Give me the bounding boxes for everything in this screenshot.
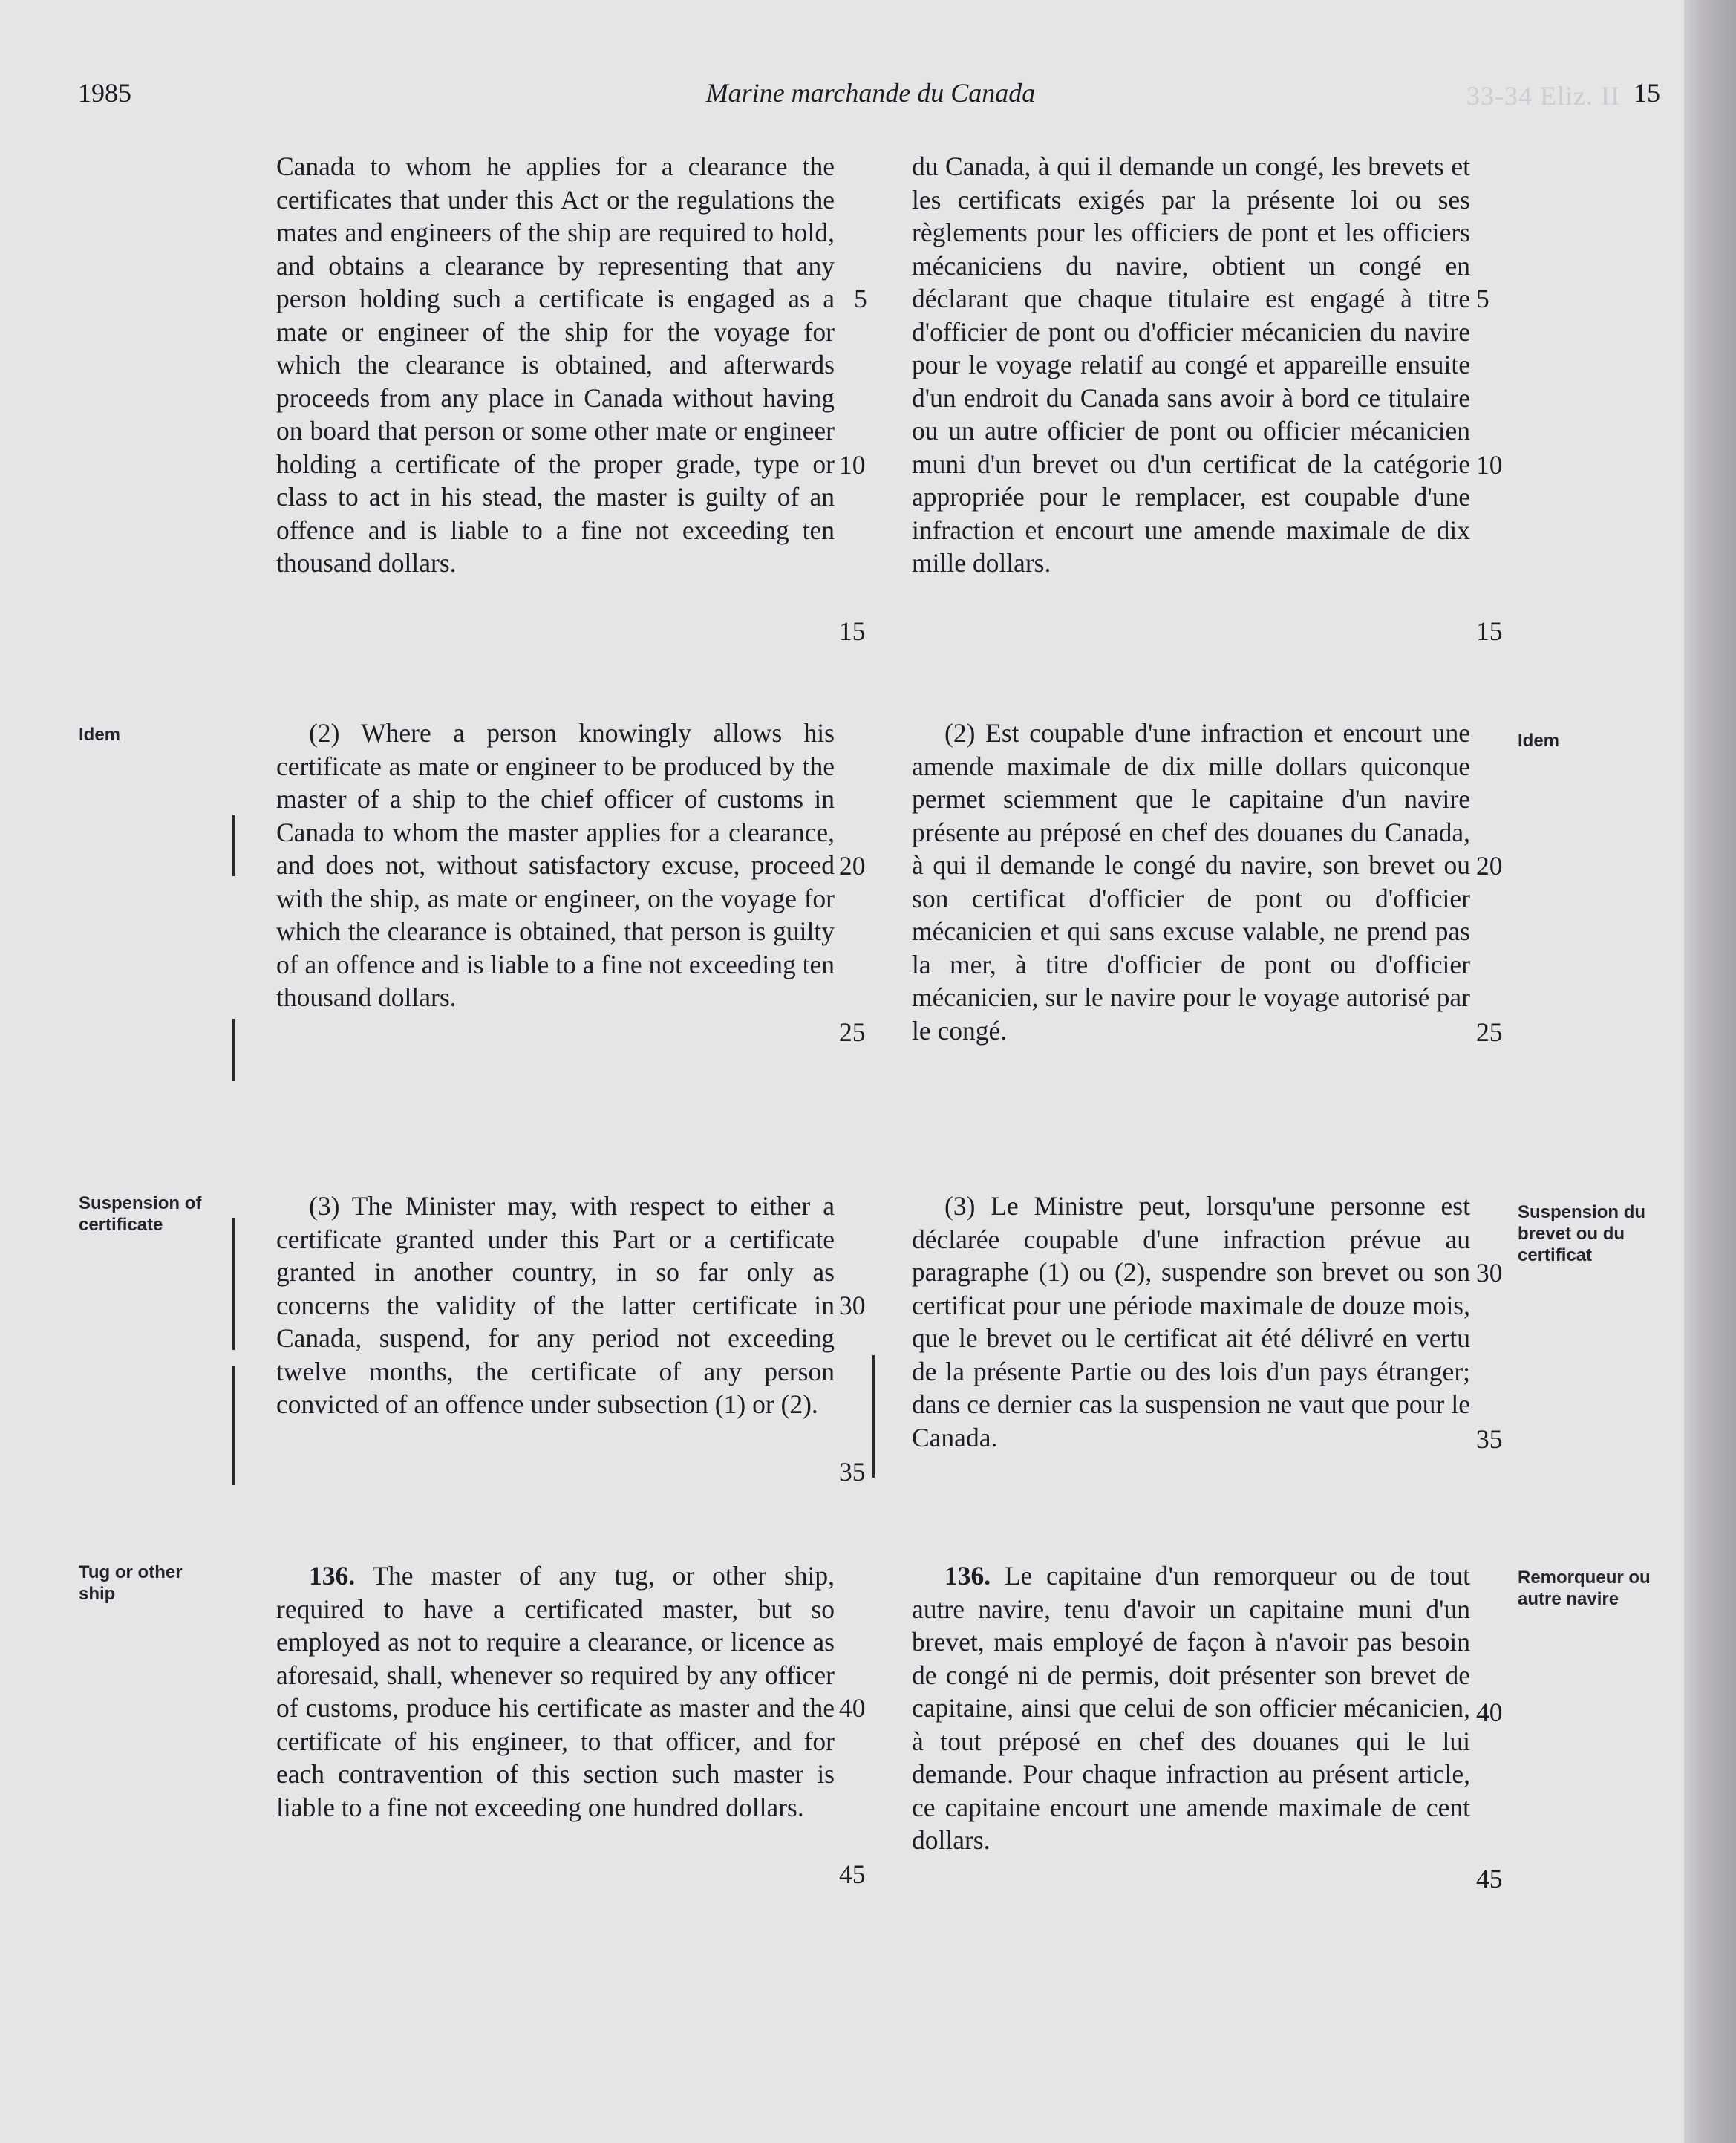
en-paragraph-4 [276, 1559, 835, 1824]
margin-note-fr-suspension: Suspension du brevet ou du certificat [1518, 1202, 1646, 1265]
header-ghost-text: 33-34 Eliz. II [1466, 81, 1620, 111]
running-header [0, 77, 1736, 116]
line-number-en-45: 45 [839, 1859, 866, 1889]
header-year: 1985 [78, 78, 131, 108]
en-paragraph-3 [276, 1190, 835, 1421]
fr-paragraph-4 [912, 1559, 1470, 1857]
header-title: Marine marchande du Canada [705, 78, 1036, 108]
line-number-en-5: 5 [854, 284, 867, 313]
fr-paragraph-1-text: du Canada, à qui il demande un congé, les brevets et les certificats exigés par la présente loi ou ses règlements pour les officiers de pont et les officiers mécaniciens du navire, obtient un congé en déclarant que chaque titulaire est engagé à titre d'officier de pont ou d'officier mécanicien du navire pour le voyage relatif au congé et appareille ensuite d'un endroit du Canada sans avoir à bord ce titulaire ou un autre officier de pont ou officier mécanicien muni d'un brevet ou d'un certificat de la catégorie appropriée pour le remplacer, est coupable d'une infraction et encourt une amende maximale de dix mille dollars. [912, 151, 1470, 578]
line-number-fr-30: 30 [1476, 1258, 1503, 1288]
line-number-en-30: 30 [839, 1291, 866, 1320]
en-paragraph-4-text: The master of any tug, or other ship, required to have a certificated master, but so employed as not to require a clearance, or licence as aforesaid, shall, whenever so required by any officer of customs, produce his certificate as master and the certificate of his engineer, to that officer, and for each contravention of this section such master is liable to a fine not exceeding one hundred dollars. [276, 1561, 835, 1822]
fr-paragraph-3 [912, 1190, 1470, 1454]
margin-note-en-tug: Tug or other ship [79, 1562, 183, 1604]
en-section-number: 136. [309, 1561, 356, 1591]
fr-paragraph-2 [912, 717, 1470, 1047]
en-paragraph-1 [276, 150, 835, 580]
line-number-en-15: 15 [839, 616, 866, 646]
header-page-number: 15 [1634, 78, 1660, 108]
line-number-en-10: 10 [839, 450, 866, 480]
fr-paragraph-1 [912, 150, 1470, 580]
fr-paragraph-3-text: (3) Le Ministre peut, lorsqu'une personne est déclarée coupable d'une infraction prévue au paragraphe (1) ou (2), suspendre son brevet ou son certificat pour une période maximale de douze mois, que le brevet ou le certificat ait été délivré en vertu de la présente Partie ou des lois d'un pays étranger; dans ce dernier cas la suspension ne vaut que pour le Canada. [912, 1191, 1470, 1452]
line-number-fr-25: 25 [1476, 1017, 1503, 1047]
en-paragraph-2 [276, 717, 835, 1014]
revision-bar [232, 1366, 235, 1485]
line-number-fr-10: 10 [1476, 450, 1503, 480]
revision-bar [872, 1355, 875, 1478]
margin-note-en-suspension: Suspension of certificate [79, 1193, 202, 1235]
line-number-fr-35: 35 [1476, 1424, 1503, 1454]
line-number-en-25: 25 [839, 1017, 866, 1047]
line-number-fr-40: 40 [1476, 1697, 1503, 1727]
margin-note-fr-idem: Idem [1518, 731, 1560, 751]
line-number-en-35: 35 [839, 1457, 866, 1487]
revision-bar [232, 1019, 235, 1081]
revision-bar [232, 815, 235, 876]
fr-paragraph-2-text: (2) Est coupable d'une infraction et encourt une amende maximale de dix mille dollars quiconque permet sciemment que le capitaine d'un navire présente au préposé en chef des douanes du Canada, à qui il demande le congé du navire, son brevet ou son certificat d'officier de pont ou d'officier mécanicien et qui sans excuse valable, ne prend pas la mer, à titre d'officier de pont ou d'officier mécanicien, sur le navire pour le voyage autorisé par le congé. [912, 718, 1470, 1046]
margin-note-fr-remorqueur: Remorqueur ou autre navire [1518, 1568, 1651, 1609]
line-number-fr-5: 5 [1476, 284, 1489, 313]
en-paragraph-3-text: (3) The Minister may, with respect to either a certificate granted under this Part or a certificate granted in another country, in so far only as concerns the validity of the latter certificate in Canada, suspend, for any period not exceeding twelve months, the certificate of any person convicted of an offence under subsection (1) or (2). [276, 1191, 835, 1419]
revision-bar [232, 1218, 235, 1350]
margin-note-en-idem: Idem [79, 725, 121, 745]
line-number-fr-20: 20 [1476, 851, 1503, 881]
line-number-en-40: 40 [839, 1693, 866, 1723]
page-edge-shadow [1684, 0, 1736, 2143]
line-number-fr-45: 45 [1476, 1864, 1503, 1894]
line-number-en-20: 20 [839, 851, 866, 881]
fr-paragraph-4-text: Le capitaine d'un remorqueur ou de tout autre navire, tenu d'avoir un capitaine muni d'un brevet, mais employé de façon à n'avoir pas besoin de congé ni de permis, doit présenter son brevet de capitaine, ainsi que celui de son officier mécanicien, à tout préposé en chef des douanes qui le lui demande. Pour chaque infraction au présent article, ce capitaine encourt une amende maximale de cent dollars. [912, 1561, 1471, 1855]
line-number-fr-15: 15 [1476, 616, 1503, 646]
en-paragraph-2-text: (2) Where a person knowingly allows his certificate as mate or engineer to be produced by the master of a ship to the chief officer of customs in Canada to whom the master applies for a clearance, and does not, without satisfactory excuse, proceed with the ship, as mate or engineer, on the voyage for which the clearance is obtained, that person is guilty of an offence and is liable to a fine not exceeding ten thousand dollars. [276, 718, 835, 1012]
fr-section-number: 136. [944, 1561, 991, 1591]
en-paragraph-1-text: Canada to whom he applies for a clearance the certificates that under this Act or the regulations the mates and engineers of the ship are required to hold, and obtains a clearance by representing that any person holding such a certificate is engaged as a mate or engineer of the ship for the voyage for which the clearance is obtained, and afterwards proceeds from any place in Canada without having on board that person or some other mate or engineer holding a certificate of the proper grade, type or class to act in his stead, the master is guilty of an offence and is liable to a fine not exceeding ten thousand dollars. [276, 151, 835, 578]
